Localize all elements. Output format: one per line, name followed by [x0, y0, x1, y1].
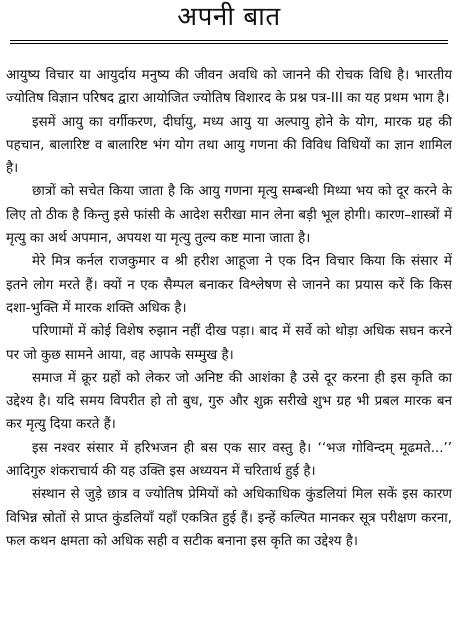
paragraph-5: परिणामों में कोई विशेष रुझान नहीं दीख पड़ा। बाद में सर्वे को थोड़ा अधिक सघन करने पर जो कुछ सामने आया, वह आपके सम्मुख है।: [6, 324, 452, 363]
title-rule-top: [10, 40, 448, 41]
paragraph-7: इस नश्वर संसार में हरिभजन ही बस एक सार वस्तु है। ‘‘भज गोविन्दम् मूढमते...’’ आदिगुरु शंकराचार्य की यह उक्ति इस अध्ययन में चरितार्थ हुई है।: [6, 440, 452, 480]
paragraph-6: समाज में क्रूर ग्रहों को लेकर जो अनिष्ट की आशंका है उसे दूर करना ही इस कृति का उद्देश्य है। यदि समय विपरीत हो तो बुध, गुरु और शुक्र सरीखे शुभ ग्रह भी प्रबल मारक बन कर मृत्यु दिया करते हैं।: [6, 370, 452, 433]
paragraph-3: छात्रों को सचेत किया जाता है कि आयु गणना मृत्यु सम्बन्धी मिथ्या भय को दूर करने के लिए तो ठीक है किन्तु इसे फांसी के आदेश सरीखा मान लेना बड़ी भूल होगी। कारण–शास्त्रों में मृत्यु का अर्थ अपमान, अपयश या मृत्यु तुल्य कष्ट माना जाता है।: [6, 184, 452, 247]
page-title: अपनी बात: [177, 2, 281, 32]
paragraph-4: मेरे मित्र कर्नल राजकुमार व श्री हरीश आहूजा ने एक दिन विचार किया कि संसार में इतने लोग मरते हैं। क्यों न एक सैम्पल बनाकर विश्लेषण से जानने का प्रयास करें कि किस दशा-भुक्ति में मारक शक्ति अधिक है।: [6, 254, 452, 316]
paragraph-8: संस्थान से जुड़े छात्र व ज्योतिष प्रेमियों को अधिकाधिक कुंडलियां मिल सकें इस कारण विभिन्न स्रोतों से प्राप्त कुंडलियाँ यहाँ एकत्रित हुई हैं। इन्हें कल्पित मानकर सूत्र परीक्षण करना, फल कथन क्षमता को अधिक सही व सटीक बनाना इस कृति का उद्देश्य है।: [6, 487, 452, 549]
paragraph-2: इसमें आयु का वर्गीकरण, दीर्घायु, मध्य आयु या अल्पायु होने के योग, मारक ग्रह की पहचान, बालारिष्ट व बालारिष्ट भंग योग तथा आयु गणना की विविध विधियों का ज्ञान शामिल है।: [6, 114, 452, 177]
title-rule-bottom: [10, 43, 448, 44]
paragraph-1: आयुष्य विचार या आयुर्दाय मनुष्य की जीवन अवधि को जानने की रोचक विधि है। भारतीय ज्योतिष विज्ञान परिषद द्वारा आयोजित ज्योतिष विशारद के प्रश्न पत्र-III का यह प्रथम भाग है।: [6, 68, 452, 107]
document-body: [6, 64, 452, 553]
